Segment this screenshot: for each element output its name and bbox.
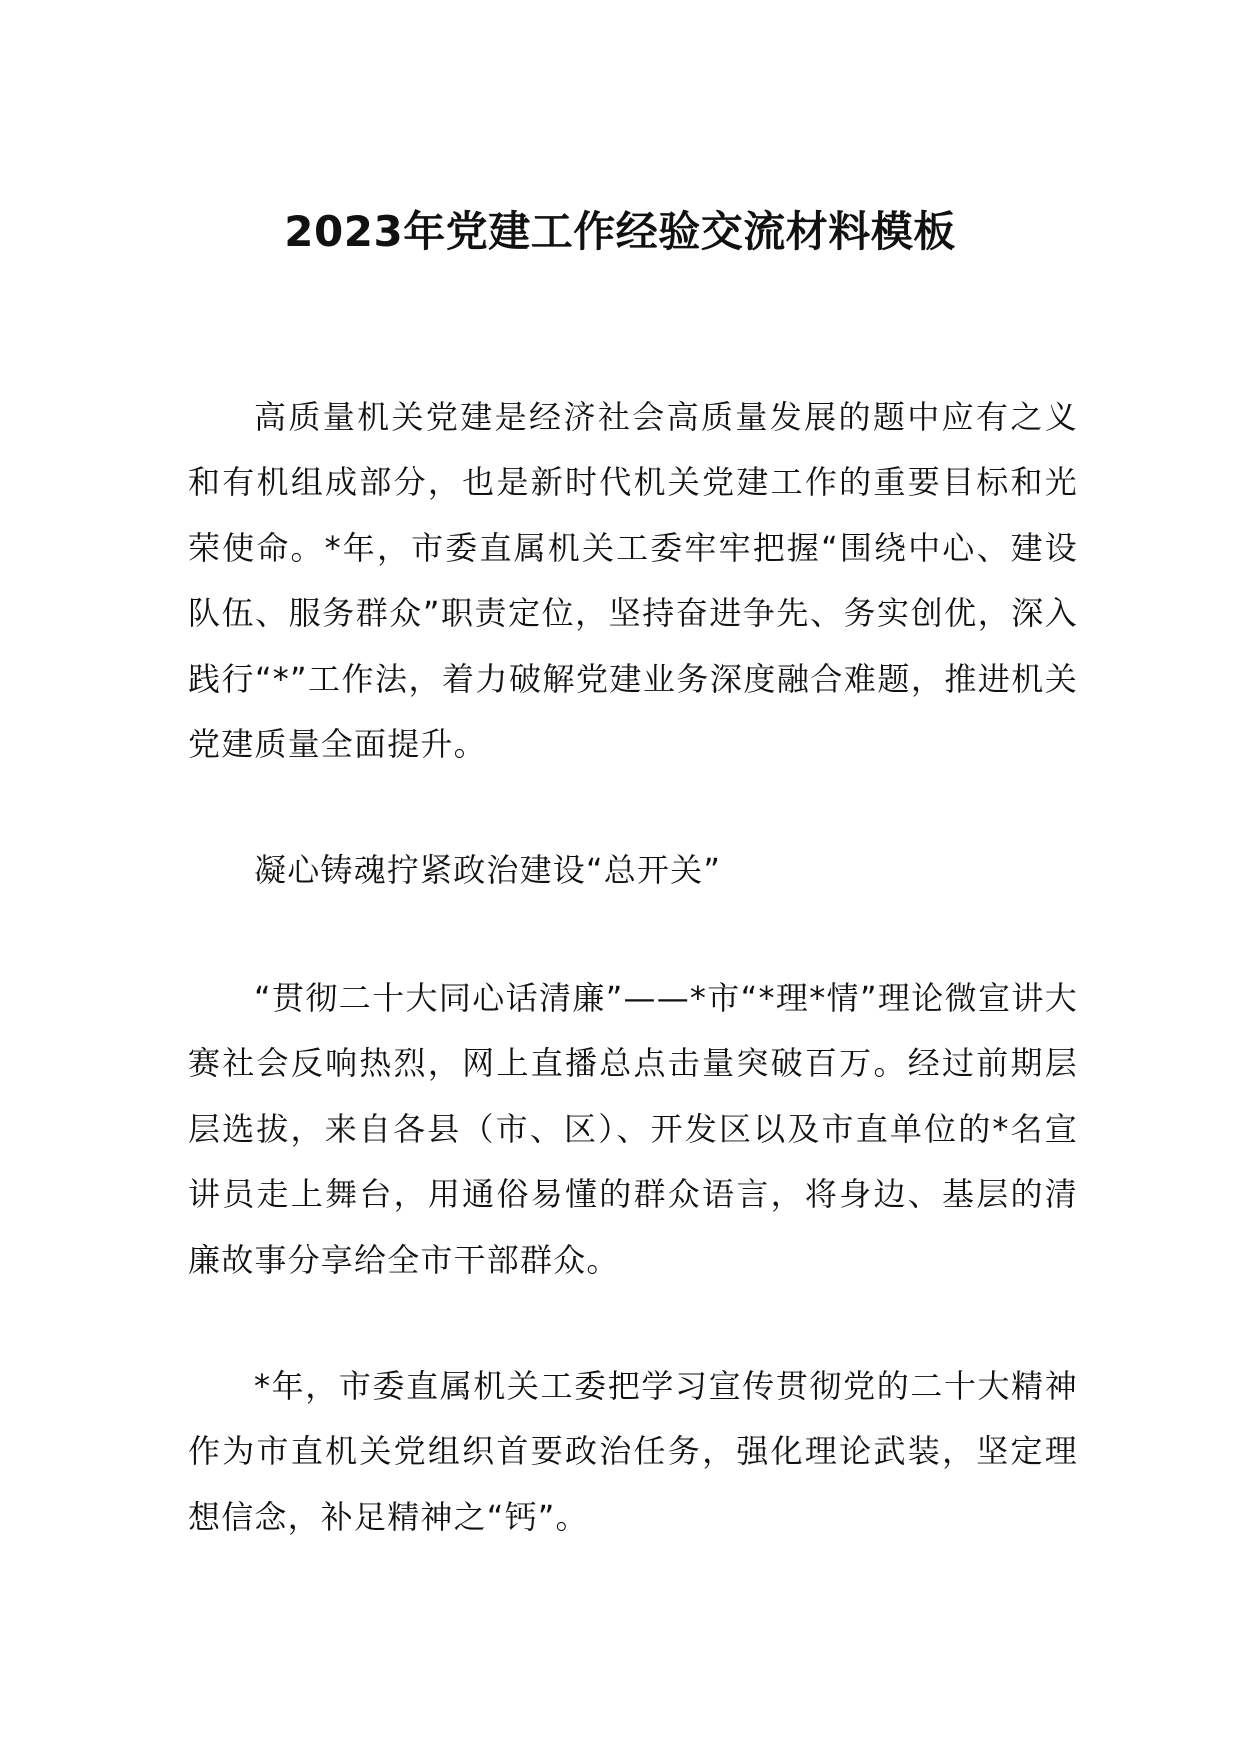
document-title: 2023年党建工作经验交流材料模板 (284, 207, 956, 256)
paragraph-theory-study: *年，市委直属机关工委把学习宣传贯彻党的二十大精神作为市直机关党组织首要政治任务，强化理论武装，坚定理想信念，补足精神之“钙”。 (188, 1367, 1078, 1536)
paragraph-speech-contest: “贯彻二十大同心话清廉”——*市“*理*情”理论微宣讲大赛社会反响热烈，网上直播总点击量突破百万。经过前期层层选拔，来自各县（市、区）、开发区以及市直单位的*名宣讲员走上舞台，用通俗易懂的群众语言，将身边、基层的清廉故事分享给全市干部群众。 (188, 979, 1078, 1279)
section-heading: 凝心铸魂拧紧政治建设“总开关” (254, 851, 722, 889)
paragraph-intro: 高质量机关党建是经济社会高质量发展的题中应有之义和有机组成部分，也是新时代机关党建工作的重要目标和光荣使命。*年，市委直属机关工委牢牢把握“围绕中心、建设队伍、服务群众”职责定位，坚持奋进争先、务实创优，深入践行“*”工作法，着力破解党建业务深度融合难题，推进机关党建质量全面提升。 (188, 398, 1078, 764)
